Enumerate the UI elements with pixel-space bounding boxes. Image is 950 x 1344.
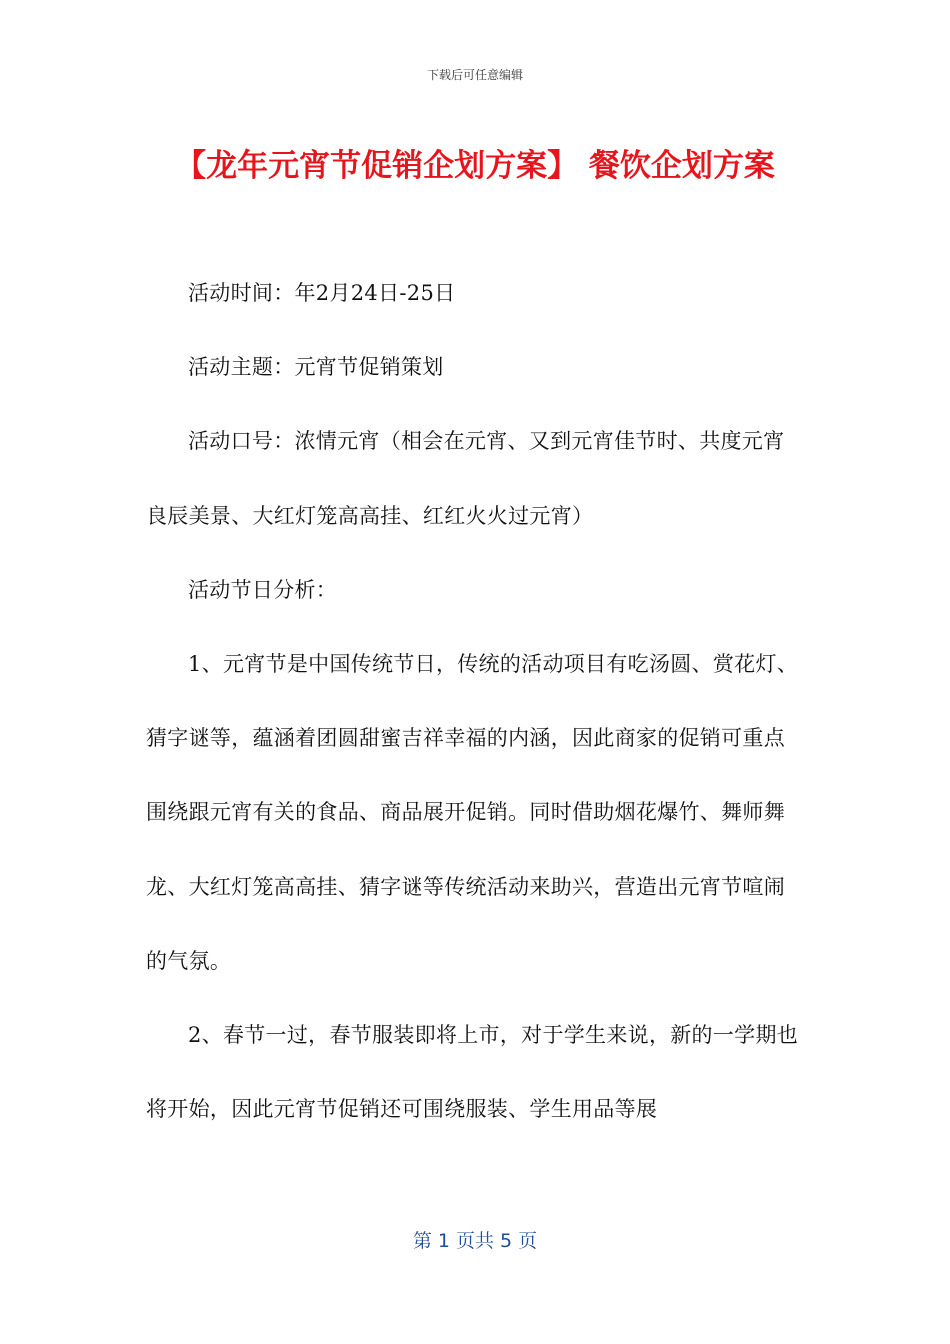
page-number-footer: 第 1 页共 5 页 bbox=[412, 1230, 538, 1252]
paragraph-activity-time: 活动时间：年2月24日-25日 bbox=[188, 281, 456, 305]
document-title: 【龙年元宵节促销企划方案】 餐饮企划方案 bbox=[175, 148, 775, 184]
page-header-note: 下载后可任意编辑 bbox=[426, 68, 523, 82]
paragraph-analysis-point-2: 2、春节一过，春节服装即将上市，对于学生来说，新的一学期也将开始，因此元宵节促销还可围绕服装、学生用品等展 bbox=[146, 1023, 799, 1122]
paragraph-activity-slogan: 活动口号：浓情元宵（相会在元宵、又到元宵佳节时、共度元宵良辰美景、大红灯笼高高挂、红红火火过元宵） bbox=[146, 429, 785, 528]
paragraph-festival-analysis: 活动节日分析： bbox=[188, 577, 338, 602]
paragraph-activity-theme: 活动主题：元宵节促销策划 bbox=[188, 355, 444, 380]
document-body bbox=[146, 256, 804, 1146]
paragraph-analysis-point-1: 1、元宵节是中国传统节日，传统的活动项目有吃汤圆、赏花灯、猜字谜等，蕴涵着团圆甜蜜吉祥幸福的内涵，因此商家的促销可重点围绕跟元宵有关的食品、商品展开促销。同时借助烟花爆竹、舞师舞龙、大红灯笼高高挂、猜字谜等传统活动来助兴，营造出元宵节喧闹的气氛。 bbox=[146, 652, 799, 973]
